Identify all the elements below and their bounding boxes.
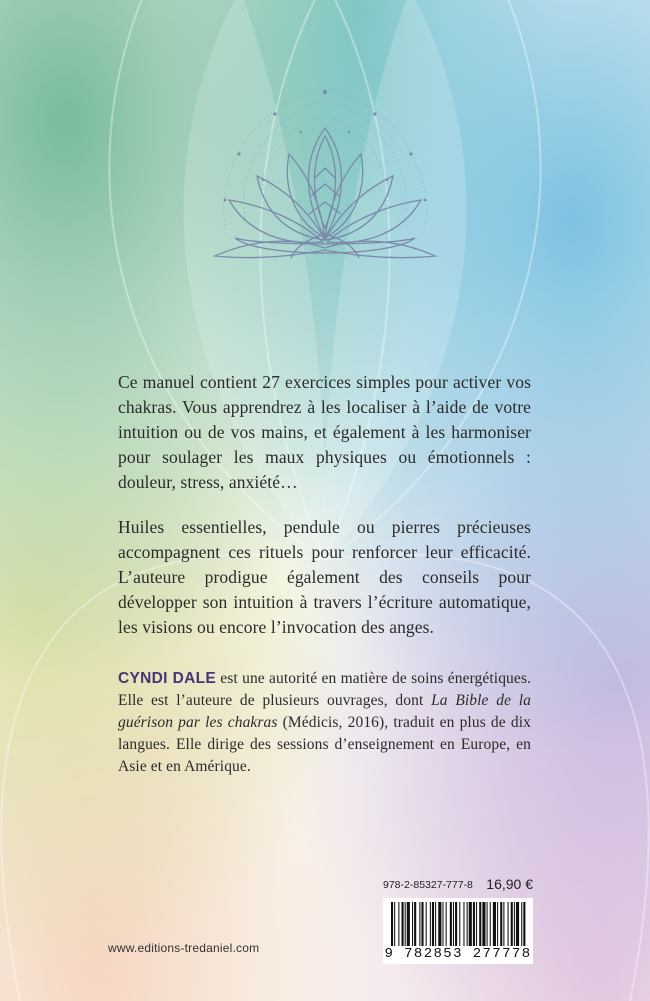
barcode-bar [407, 902, 410, 946]
barcode-bar [414, 902, 416, 946]
isbn-number: 978-2-85327-777-8 [383, 879, 473, 891]
barcode-digits: 9 782853 277778 [384, 946, 532, 962]
barcode-bar [421, 902, 423, 946]
barcode-bar [514, 902, 515, 946]
price: 16,90 € [486, 876, 533, 892]
barcode-bar [500, 902, 502, 946]
barcode-bar [432, 902, 434, 946]
author-bio [118, 668, 531, 778]
barcode-bar [398, 902, 399, 946]
barcode-bar [497, 902, 498, 946]
barcode-bar [405, 902, 406, 946]
barcode-bar [467, 902, 468, 946]
barcode-bar [482, 902, 485, 946]
publisher-website: www.editions-tredaniel.com [108, 941, 260, 955]
author-bio-text-1: est une autorité en matière de soins énergétiques. Elle est l’auteure de plusieurs ouvrages, dont [118, 670, 531, 709]
description-paragraph-1: Ce manuel contient 27 exercices simples pour activer vos chakras. Vous apprendrez à les localiser à l’aide de votre intuition ou de vos mains, et également à les harmoniser pour soulager les maux physiques ou émotionnels : douleur, stress, anxiété… [118, 372, 531, 492]
barcode-bar [402, 902, 404, 946]
barcode-bar [523, 902, 525, 946]
barcode-bar [391, 902, 393, 946]
barcode [383, 898, 533, 964]
barcode-bar [450, 902, 452, 946]
barcode-bar [521, 902, 522, 946]
barcode-bar [503, 902, 504, 946]
lotus-icon [205, 88, 445, 278]
barcode-bar [508, 902, 509, 946]
barcode-bar [438, 902, 441, 946]
barcode-bar [426, 902, 427, 946]
barcode-bar [490, 902, 491, 946]
barcode-bar [487, 902, 488, 946]
barcode-bar [453, 902, 454, 946]
barcode-bar [459, 902, 460, 946]
barcode-bar [493, 902, 496, 946]
author-book-title: La Bible de la guérison par les chakras [118, 692, 531, 731]
barcode-bar [516, 902, 519, 946]
barcode-bar [455, 902, 457, 946]
barcode-bar [446, 902, 447, 946]
barcode-bar [394, 902, 395, 946]
barcode-bar [511, 902, 513, 946]
barcode-bar [419, 902, 420, 946]
barcode-bar [469, 902, 472, 946]
barcode-bar [476, 902, 477, 946]
barcode-bar [412, 902, 413, 946]
barcode-bar [442, 902, 443, 946]
barcode-bar [479, 902, 481, 946]
barcode-bar [473, 902, 475, 946]
description-paragraph-2: Huiles essentielles, pendule ou pierres précieuses accompagnent ces rituels pour renforcer leur efficacité. L’auteure prodigue également des conseils pour développer son intuition à travers l’écriture automatique, les visions ou encore l’invocation des anges. [118, 517, 531, 637]
isbn-price-line [383, 876, 533, 894]
barcode-bar [430, 902, 431, 946]
barcode-bar [463, 902, 464, 946]
barcode-bar [435, 902, 436, 946]
author-name: CYNDI DALE [118, 670, 217, 687]
author-bio-text-2: (Médicis, 2016), traduit en plus de dix langues. Elle dirige des sessions d’enseignement en Europe, en Asie et en Amérique. [118, 714, 531, 775]
